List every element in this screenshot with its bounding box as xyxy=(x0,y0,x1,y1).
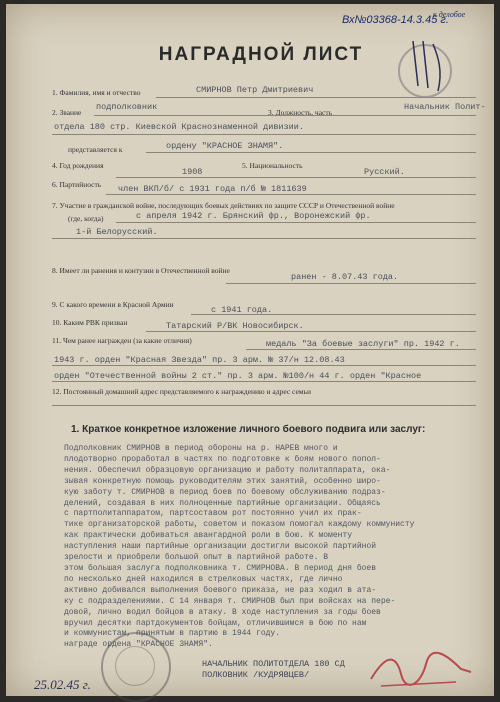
field-value-birth: 1908 xyxy=(182,167,203,177)
citation-line: тике организаторской работы, советом и показом помогал каждому коммунисту xyxy=(64,520,415,530)
field-label-address: 12. Постоянный домашний адрес представляемого к награждению и адрес семьи xyxy=(52,387,311,396)
citation-line: этом большая заслуга подполковника т. СМИРНОВА. В период дня боев xyxy=(64,563,377,573)
citation-line: зрелости и приобрели большой опыт в партийной работе. В xyxy=(64,553,329,563)
field-underline xyxy=(246,349,476,350)
field-underline xyxy=(52,238,476,239)
citation-line: с партполитаппаратом, партсоставом рот постоянно учил их прак- xyxy=(64,509,362,519)
field-value-rvk: Татарский Р/ВК Новосибирск. xyxy=(166,321,304,331)
field-underline xyxy=(52,405,476,406)
field-value-nationality: Русский. xyxy=(364,167,405,177)
field-value-position: Начальник Полит- xyxy=(404,102,486,112)
field-value-awards-3: орден "Отечественной войны 2 ст." пр. 3 арм. №100/н 44 г. орден "Красное xyxy=(54,371,422,381)
document-title: НАГРАДНОЙ ЛИСТ xyxy=(158,44,364,65)
handwritten-date: 25.02.45 г. xyxy=(34,677,91,692)
field-value-name: СМИРНОВ Петр Дмитриевич xyxy=(196,85,314,95)
citation-line: Подполковник СМИРНОВ в период обороны на р. НАРЕВ много и xyxy=(64,444,338,453)
field-underline xyxy=(52,134,476,135)
field-underline xyxy=(146,152,476,153)
citation-line: награде ордена "КРАСНОЕ ЗНАМЯ". xyxy=(64,640,213,650)
citation-line: активно добивался выполнения боевого приказа, не раз ходил в ата- xyxy=(64,585,377,595)
citation-line: кую заботу т. СМИРНОВ в период боев по боевому обслуживанию подраз- xyxy=(64,487,386,497)
signature-line-title: НАЧАЛЬНИК ПОЛИТОТДЕЛА 180 СД xyxy=(202,659,345,669)
field-value-awards-2: 1943 г. орден "Красная Звезда" пр. 3 арм. № 37/н 12.08.43 xyxy=(54,355,345,365)
citation-text xyxy=(64,444,444,651)
field-label-combat-where: (где, когда) xyxy=(68,214,104,223)
incoming-number: Вх№03368-14.3.45 г. xyxy=(342,14,449,26)
citation-line: наступления наши партийные организации достигли высокой партийной xyxy=(64,542,377,552)
citation-line: плодотворно проработал в частях по подготовке к боям нового попол- xyxy=(64,454,381,464)
field-underline xyxy=(52,381,476,382)
field-label-name: 1. Фамилия, имя и отчество xyxy=(52,88,141,97)
section-title: 1. Краткое конкретное изложение личного боевого подвига или заслуг: xyxy=(71,424,426,435)
citation-line: ку с подразделениями. С 14 января т. СМИРНОВ был при войсках на пере- xyxy=(64,596,396,606)
field-value-awards: медаль "За боевые заслуги" пр. 1942 г. xyxy=(266,339,460,349)
field-value-rank: подполковник xyxy=(96,102,158,112)
handwritten-mark xyxy=(408,36,448,96)
award-sheet xyxy=(6,4,494,696)
field-label-rvk: 10. Каким РВК призван xyxy=(52,318,128,327)
field-label-wounds: 8. Имеет ли ранения и контузии в Отечественной войне xyxy=(52,266,230,275)
field-label-service: 9. С какого времени в Красной Армии xyxy=(52,300,174,309)
field-label-party: 6. Партийность xyxy=(52,180,102,189)
citation-line: нения. Обеспечил образцовую организацию и работу политаппарата, ока- xyxy=(64,465,391,475)
field-value-combat: с апреля 1942 г. Брянский фр., Воронежский фр. xyxy=(136,211,371,221)
citation-line: по несколько дней находился в стрелковых частях, где лично xyxy=(64,574,343,584)
field-underline xyxy=(116,222,476,223)
field-label-rank: 2. Звание xyxy=(52,108,82,117)
field-value-award: ордену "КРАСНОЕ ЗНАМЯ". xyxy=(166,141,284,151)
citation-line: вручил десятки партдокументов бойцам, отличившимся в бою по нам xyxy=(64,618,367,628)
field-value-wounds: ранен - 8.07.43 года. xyxy=(291,272,399,282)
handwritten-signature xyxy=(366,644,476,694)
field-label-awards: 11. Чем ранее награжден (за какие отличия) xyxy=(52,336,192,345)
signature-line-name: ПОЛКОВНИК /КУДРЯВЦЕВ/ xyxy=(202,670,310,680)
citation-line: довой, лично водил бойцов в атаку. В ходе наступления за годы боев xyxy=(64,607,381,617)
field-value-combat-cont: 1-й Белорусский. xyxy=(76,227,158,237)
citation-line: зывая конкретную помощь руководителям этих занятий, особенно широ- xyxy=(64,476,381,486)
field-underline xyxy=(191,314,476,315)
field-label-combat: 7. Участие в гражданской войне, последующих боевых действиях по защите СССР и Отечественной войне xyxy=(52,201,395,210)
field-label-birth: 4. Год рождения xyxy=(52,161,104,170)
field-underline xyxy=(156,97,476,98)
field-value-unit: отдела 180 стр. Киевской Краснознаменной дивизии. xyxy=(54,122,304,132)
citation-line: как практически добиваться авангардной роли в бою. К моменту xyxy=(64,531,353,541)
citation-line: делений, создавая в них полноценные партийные организации. Общаясь xyxy=(64,498,381,508)
field-label-nationality: 5. Национальность xyxy=(242,161,303,170)
field-underline xyxy=(94,115,476,116)
round-seal xyxy=(101,632,171,702)
signature-block xyxy=(202,659,345,681)
field-value-party: член ВКП/б/ с 1931 года п/б № 1811639 xyxy=(118,184,307,194)
corner-annotation: к делобое xyxy=(433,10,466,19)
field-underline xyxy=(106,194,476,195)
field-label-position: 3. Должность, часть xyxy=(268,108,333,117)
field-underline xyxy=(226,283,476,284)
field-underline xyxy=(146,331,476,332)
citation-line: и коммунистам, принятым в партию в 1944 году. xyxy=(64,629,281,639)
field-underline xyxy=(116,177,476,178)
field-underline xyxy=(52,365,476,366)
field-value-service: с 1941 года. xyxy=(211,305,273,315)
field-label-award: представляется к xyxy=(68,145,123,154)
